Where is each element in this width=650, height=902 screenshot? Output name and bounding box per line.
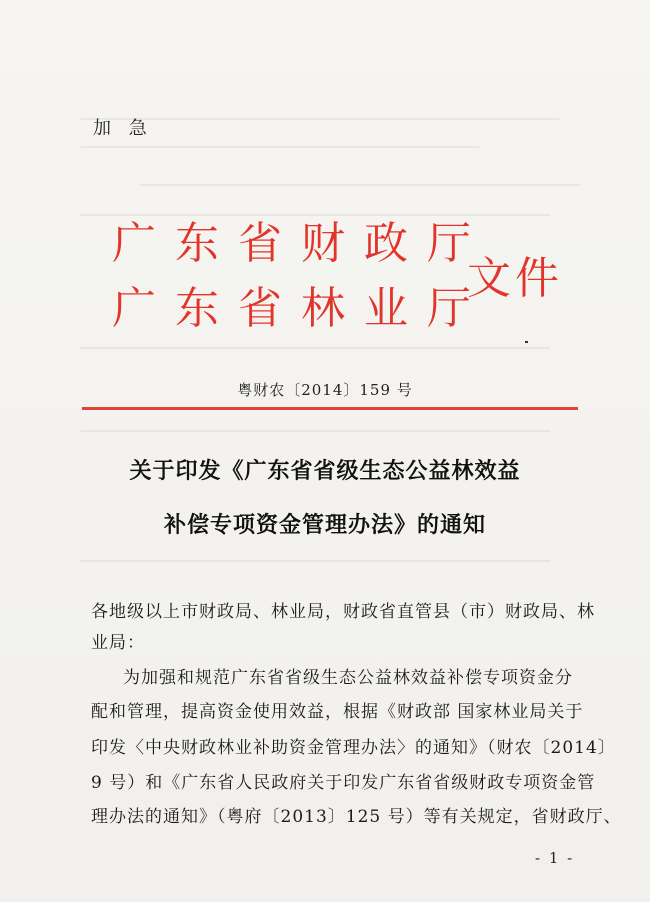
bleed-through-line bbox=[80, 560, 550, 562]
bleed-through-line bbox=[80, 430, 550, 432]
bleed-through-line bbox=[80, 146, 480, 148]
notice-title-line-1: 关于印发《广东省省级生态公益林效益 bbox=[129, 458, 521, 484]
page-number: - 1 - bbox=[535, 849, 575, 867]
body-paragraph-line: 9 号）和《广东省人民政府关于印发广东省省级财政专项资金管 bbox=[91, 773, 596, 793]
notice-title-line-2: 补偿专项资金管理办法》的通知 bbox=[163, 512, 486, 538]
ink-dot bbox=[525, 341, 528, 343]
body-paragraph-line: 印发〈中央财政林业补助资金管理办法〉的通知》（财农〔2014〕 bbox=[91, 738, 616, 758]
body-paragraph-line: 业局： bbox=[91, 633, 145, 653]
issuer-forestry-department: 广东省林业厅 bbox=[112, 283, 490, 334]
bleed-through-line bbox=[80, 214, 550, 216]
body-paragraph-line: 理办法的通知》（粤府〔2013〕125 号）等有关规定，省财政厅、 bbox=[91, 807, 622, 827]
urgency-mark: 加 急 bbox=[93, 118, 153, 139]
body-paragraph-line: 各地级以上市财政局、林业局，财政省直管县（市）财政局、林 bbox=[91, 602, 595, 622]
body-paragraph-line: 配和管理，提高资金使用效益，根据《财政部 国家林业局关于 bbox=[91, 702, 584, 722]
red-divider-line bbox=[82, 407, 578, 410]
body-paragraph-line: 为加强和规范广东省省级生态公益林效益补偿专项资金分 bbox=[123, 668, 573, 688]
issuer-finance-department: 广东省财政厅 bbox=[112, 218, 490, 269]
document-suffix: 文件 bbox=[467, 253, 563, 304]
document-number: 粤财农〔2014〕159 号 bbox=[237, 381, 413, 399]
bleed-through-line bbox=[80, 347, 550, 349]
bleed-through-line bbox=[140, 184, 580, 186]
